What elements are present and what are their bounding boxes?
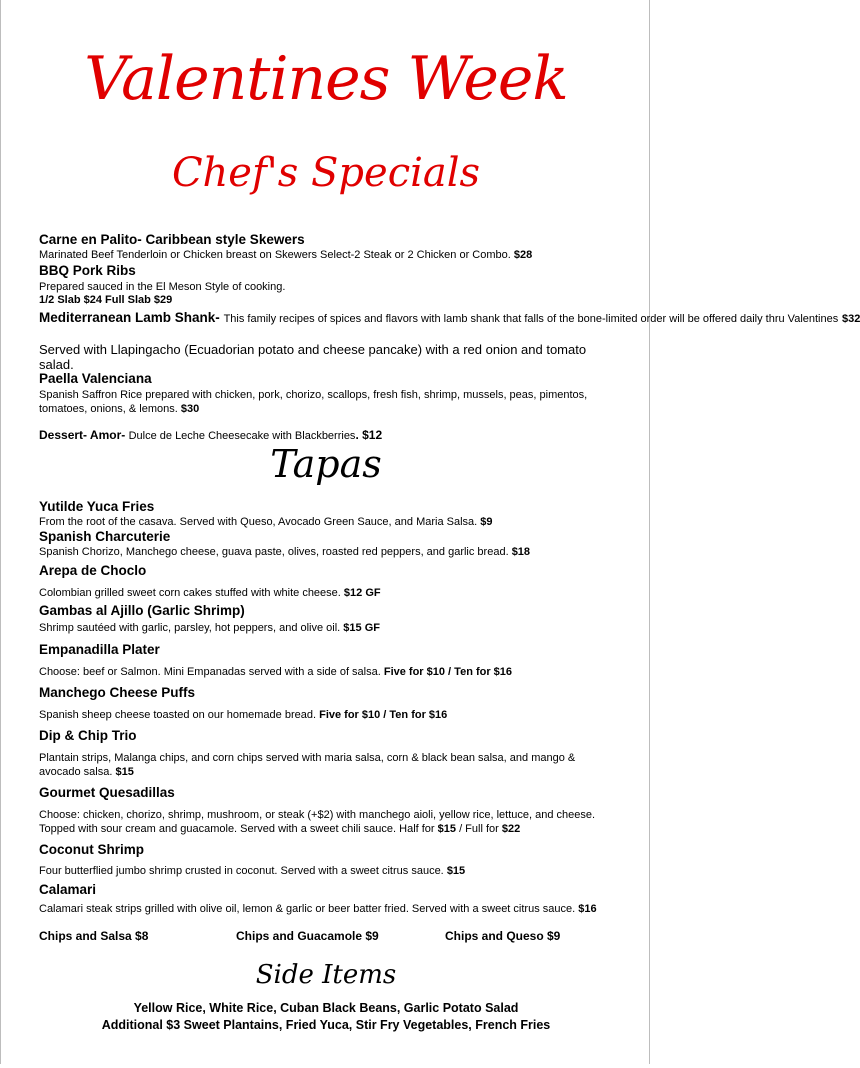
tapas-name: Spanish Charcuterie bbox=[39, 529, 171, 544]
special-desc: Prepared sauced in the El Meson Style of cooking. bbox=[39, 281, 286, 293]
tapas-desc: Spanish Chorizo, Manchego cheese, guava paste, olives, roasted red peppers, and garlic bread. $18 bbox=[39, 546, 531, 558]
special-desc: Spanish Saffron Rice prepared with chicken, pork, chorizo, scallops, fresh fish, shrimp, mussels, peas, pimentos, tomatoes, onions, & lemons. $30 bbox=[39, 389, 588, 415]
special-name: Mediterranean Lamb Shank- This family recipes of spices and flavors with lamb shank that falls of the bone-limited order will be offered daily thru Valentines $32 bbox=[39, 310, 860, 325]
side-items-heading: Side Items bbox=[255, 960, 397, 990]
special-price: 1/2 Slab $24 Full Slab $29 bbox=[39, 294, 173, 306]
tapas-name: Dip & Chip Trio bbox=[39, 728, 137, 743]
tapas-desc: Choose: beef or Salmon. Mini Empanadas served with a side of salsa. Five for $10 / Ten for $16 bbox=[39, 666, 513, 678]
tapas-desc: Shrimp sautéed with garlic, parsley, hot peppers, and olive oil. $15 GF bbox=[39, 622, 380, 634]
tapas-desc: Colombian grilled sweet corn cakes stuffed with white cheese. $12 GF bbox=[39, 587, 381, 599]
chips-guacamole: Chips and Guacamole $9 bbox=[236, 929, 379, 943]
tapas-desc: Four butterflied jumbo shrimp crusted in coconut. Served with a sweet citrus sauce. $15 bbox=[39, 865, 466, 877]
special-name: Carne en Palito- Caribbean style Skewers bbox=[39, 232, 305, 247]
tapas-name: Manchego Cheese Puffs bbox=[39, 685, 196, 700]
special-desc: Marinated Beef Tenderloin or Chicken breast on Skewers Select-2 Steak or 2 Chicken or Combo. $28 bbox=[39, 249, 533, 261]
tapas-desc: Spanish sheep cheese toasted on our homemade bread. Five for $10 / Ten for $16 bbox=[39, 709, 448, 721]
tapas-name: Gourmet Quesadillas bbox=[39, 785, 175, 800]
dessert: Dessert- Amor- Dulce de Leche Cheesecake with Blackberries. $12 bbox=[39, 428, 383, 442]
tapas-name: Yutilde Yuca Fries bbox=[39, 499, 155, 514]
chefs-specials-heading: Chef's Specials bbox=[171, 150, 481, 196]
tapas-name: Coconut Shrimp bbox=[39, 842, 144, 857]
tapas-name: Calamari bbox=[39, 882, 97, 897]
menu-title: Valentines Week bbox=[84, 44, 568, 114]
tapas-name: Arepa de Choclo bbox=[39, 563, 147, 578]
sides-line: Yellow Rice, White Rice, Cuban Black Beans, Garlic Potato Salad bbox=[133, 1001, 519, 1015]
special-name: Paella Valenciana bbox=[39, 371, 152, 386]
chips-queso: Chips and Queso $9 bbox=[445, 929, 561, 943]
tapas-desc: From the root of the casava. Served with Queso, Avocado Green Sauce, and Maria Salsa. $9 bbox=[39, 516, 493, 528]
special-extra: Served with Llapingacho (Ecuadorian potato and cheese pancake) with a red onion and tomato salad. bbox=[39, 342, 587, 372]
special-name: BBQ Pork Ribs bbox=[39, 263, 136, 278]
tapas-desc: Calamari steak strips grilled with olive oil, lemon & garlic or beer batter fried. Served with a sweet citrus sauce. $16 bbox=[39, 903, 597, 915]
sides-line: Additional $3 Sweet Plantains, Fried Yuca, Stir Fry Vegetables, French Fries bbox=[101, 1018, 551, 1032]
chips-salsa: Chips and Salsa $8 bbox=[39, 929, 149, 943]
tapas-desc: Plantain strips, Malanga chips, and corn chips served with maria salsa, corn & black bean salsa, and mango & avocado salsa. $15 bbox=[39, 752, 576, 778]
tapas-name: Gambas al Ajillo (Garlic Shrimp) bbox=[39, 603, 245, 618]
tapas-name: Empanadilla Plater bbox=[39, 642, 160, 657]
tapas-desc: Choose: chicken, chorizo, shrimp, mushroom, or steak (+$2) with manchego aioli, yellow rice, lettuce, and cheese. Topped with sour cream and guacamole. Served with a sweet chili sauce. Half for $15 / Full for $22 bbox=[39, 809, 596, 835]
tapas-heading: Tapas bbox=[270, 442, 382, 486]
